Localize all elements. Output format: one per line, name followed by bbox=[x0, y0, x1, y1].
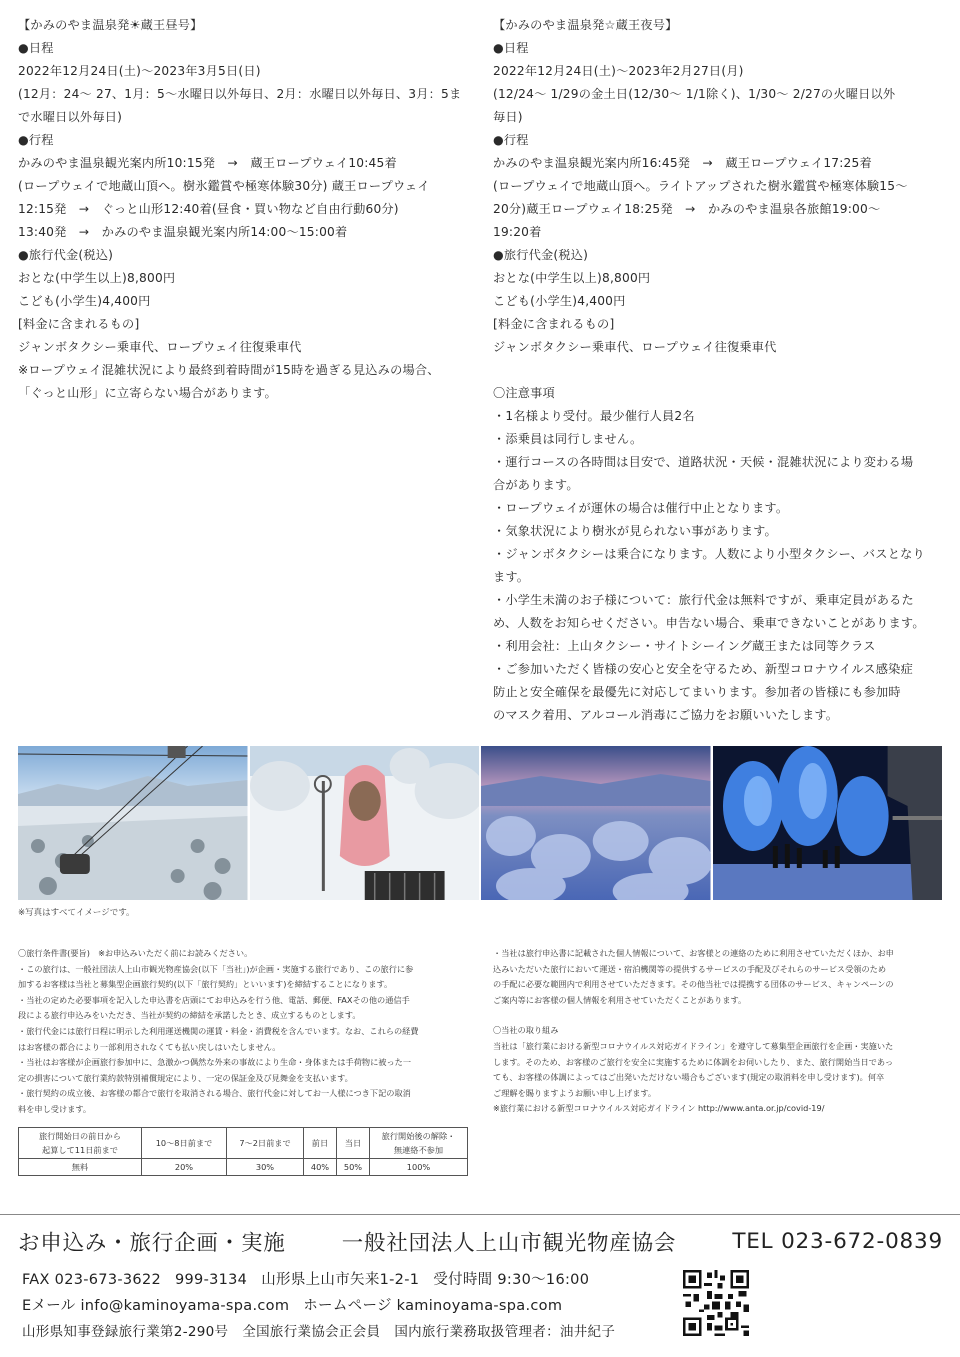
privacy-line: ご案内等にお客様の個人情報を利用させていただくことがあります。 bbox=[493, 994, 747, 1005]
night-tour-line: (ロープウェイで地蔵山頂へ。ライトアップされた樹氷鑑賞や極寒体験15～ bbox=[493, 179, 908, 193]
footer-header bbox=[18, 1226, 943, 1257]
day-tour-line: おとな(中学生以上)8,800円 bbox=[18, 271, 176, 285]
footer-fax: FAX 023-673-3622 bbox=[22, 1272, 161, 1288]
day-tour-line: ※ロープウェイ混雑状況により最終到着時間が15時を過ぎる見込みの場合、 bbox=[18, 363, 440, 377]
table-row bbox=[19, 1159, 468, 1176]
covid-heading: 〇当社の取り組み bbox=[493, 1025, 559, 1036]
table-header-cell: 10～8日前まで bbox=[142, 1128, 227, 1159]
privacy-line: 込みいただいた旅行において運送・宿泊機関等の提供するサービスの手配及びそれらのサービス受領のため bbox=[493, 963, 887, 974]
terms-line: 料を申し受けます。 bbox=[18, 1103, 92, 1114]
night-tour-line: 20分)蔵王ロープウェイ18:25発 → かみのやま温泉各旅館19:00～ bbox=[493, 202, 881, 216]
day-tour-line: ●行程 bbox=[18, 133, 54, 147]
table-cell: 100% bbox=[370, 1159, 468, 1176]
notes-line: ・添乗員は同行しません。 bbox=[493, 432, 643, 446]
terms-line: ・この旅行は、一般社団法人上山市観光物産協会(以下「当社」)が企画・実施する旅行であり、この旅行に参 bbox=[18, 963, 414, 974]
notes-line: 合があります。 bbox=[493, 478, 579, 492]
cancellation-fee-table bbox=[18, 1127, 468, 1176]
day-tour-line: 2022年12月24日(土)～2023年3月5日(日) bbox=[18, 64, 261, 78]
footer-divider bbox=[0, 1214, 960, 1215]
night-tour-line: 2022年12月24日(土)～2023年2月27日(月) bbox=[493, 64, 744, 78]
day-tour-line: こども(小学生)4,400円 bbox=[18, 294, 151, 308]
footer-tel[interactable]: TEL 023-672-0839 bbox=[732, 1229, 943, 1254]
terms-line: 加するお客様は当社と募集型企画旅行契約(以下「旅行契約」といいます)を締結することになります。 bbox=[18, 979, 393, 990]
footer-email[interactable]: Eメール info@kaminoyama-spa.com bbox=[22, 1298, 290, 1314]
day-tour-line: 13:40発 → かみのやま温泉観光案内所14:00～15:00着 bbox=[18, 225, 348, 239]
notes-line: ・ロープウェイが運休の場合は催行中止となります。 bbox=[493, 501, 789, 515]
covid-line: 当社は「旅行業における新型コロナウイルス対応ガイドライン」を遵守して募集型企画旅行を企画・実施いた bbox=[493, 1040, 894, 1051]
terms-line: 〇旅行条件書(要旨) ※お申込みいただく前にお読みください。 bbox=[18, 948, 253, 958]
table-header-row bbox=[19, 1128, 468, 1159]
travel-terms bbox=[18, 946, 470, 1118]
photo-note: ※写真はすべてイメージです。 bbox=[18, 908, 135, 918]
footer-contact-line bbox=[22, 1268, 603, 1289]
table-cell: 30% bbox=[227, 1159, 304, 1176]
footer-hours: 受付時間 9:30～16:00 bbox=[433, 1272, 590, 1288]
covid-line: ても、お客様の体調によってはご出発いただけない場合もございます(規定の取消料を申し受けます)。何卒 bbox=[493, 1072, 885, 1083]
table-cell: 20% bbox=[142, 1159, 227, 1176]
day-tour-line: [料金に含まれるもの] bbox=[18, 317, 140, 331]
day-tour-line: ●旅行代金(税込) bbox=[18, 248, 114, 262]
notes-line: 防止と安全確保を最優先に対応してまいります。参加者の皆様にも参加時 bbox=[493, 685, 901, 699]
table-header-cell: 旅行開始日の前日から 起算して11日前まで bbox=[19, 1128, 142, 1159]
day-tour-line: ジャンボタクシー乗車代、ロープウェイ往復乗車代 bbox=[18, 340, 302, 354]
terms-line: ・当社の定めた必要事項を記入した申込書を店頭にてお申込みを行う他、電話、郵便、FAXその他の通信手 bbox=[18, 994, 410, 1005]
night-tour-line: おとな(中学生以上)8,800円 bbox=[493, 271, 651, 285]
notes-line: ・気象状況により樹氷が見られない事があります。 bbox=[493, 524, 777, 538]
photo-strip bbox=[18, 746, 942, 900]
notes-line: ます。 bbox=[493, 570, 530, 584]
notes-line: ・1名様より受付。最少催行人員2名 bbox=[493, 409, 695, 423]
terms-line: はお客様の都合により一部利用されなくても払い戻しはいたしません。 bbox=[18, 1041, 281, 1052]
night-tour-line: ●日程 bbox=[493, 41, 529, 55]
table-header-cell: 旅行開始後の解除・ 無連絡不参加 bbox=[370, 1128, 468, 1159]
notes-line: 〇注意事項 bbox=[493, 386, 555, 400]
night-tour-section bbox=[493, 14, 945, 727]
covid-line: ご理解を賜りますようお願い申し上げます。 bbox=[493, 1087, 657, 1098]
day-tour-line: で水曜日以外毎日) bbox=[18, 110, 123, 124]
notes-section bbox=[493, 382, 945, 727]
night-tour-line: ジャンボタクシー乗車代、ロープウェイ往復乗車代 bbox=[493, 340, 777, 354]
footer-org: 一般社団法人上山市観光物産協会 bbox=[341, 1231, 677, 1256]
day-tour-line: (12月：24～ 27、1月：5～水曜日以外毎日、2月：水曜日以外毎日、3月：5ま bbox=[18, 87, 462, 101]
table-cell: 無料 bbox=[19, 1159, 142, 1176]
terms-line: ・旅行契約の成立後、お客様の都合で旅行を取消される場合、旅行代金に対してお一人様につき下記の取消 bbox=[18, 1088, 411, 1099]
privacy-line: の手配に必要な範囲内で利用させていただきます。その他当社では提携する団体のサービス、キャンペーンの bbox=[493, 979, 894, 990]
day-tour-line: (ロープウェイで地蔵山頂へ。樹氷鑑賞や極寒体験30分) 蔵王ロープウェイ bbox=[18, 179, 430, 193]
day-tour-line: 12:15発 → ぐっと山形12:40着(昼食・買い物など自由行動60分) bbox=[18, 202, 399, 216]
footer-reg: 山形県知事登録旅行業第2-290号 bbox=[22, 1324, 229, 1340]
terms-line: 定の損害について旅行業約款特別補償規定により、一定の保証金及び見舞金を支払います。 bbox=[18, 1072, 353, 1083]
notes-line: ・小学生未満のお子様について：旅行代金は無料ですが、乗車定員があるた bbox=[493, 593, 914, 607]
night-tour-line: 毎日) bbox=[493, 110, 523, 124]
terms-line: 段による旅行申込みをいただき、当社が契約の締結を承諾したとき、成立するものとします。 bbox=[18, 1010, 361, 1021]
night-tour-line: かみのやま温泉観光案内所16:45発 → 蔵王ロープウェイ17:25着 bbox=[493, 156, 872, 170]
photo-night-lightup bbox=[713, 746, 943, 900]
notes-line: のマスク着用、アルコール消毒にご協力をお願いいたします。 bbox=[493, 708, 839, 722]
night-tour-line: [料金に含まれるもの] bbox=[493, 317, 615, 331]
covid-guideline-link[interactable]: ※旅行業における新型コロナウイルス対応ガイドライン http://www.anta.or.jp/covid-19/ bbox=[493, 1103, 825, 1114]
table-header-cell: 当日 bbox=[337, 1128, 370, 1159]
day-tour-line: ●日程 bbox=[18, 41, 54, 55]
table-header-cell: 7～2日前まで bbox=[227, 1128, 304, 1159]
terms-line: ・当社はお客様が企画旅行参加中に、急激かつ偶然な外来の事故により生命・身体または手荷物に被った一 bbox=[18, 1057, 412, 1068]
photo-dusk-forest bbox=[481, 746, 711, 900]
night-tour-line: ●旅行代金(税込) bbox=[493, 248, 589, 262]
table-header-cell: 前日 bbox=[304, 1128, 337, 1159]
photo-ropeway bbox=[18, 746, 248, 900]
footer-address: 山形県上山市矢来1-2-1 bbox=[261, 1272, 420, 1288]
footer-registration-line bbox=[22, 1320, 629, 1340]
notes-line: ・ジャンボタクシーは乗合になります。人数により小型タクシー、バスとなり bbox=[493, 547, 925, 561]
privacy-line: ・当社は旅行申込書に記載された個人情報について、お客様との連絡のために利用させていただくほか、お申 bbox=[493, 948, 894, 958]
night-tour-line: (12/24～ 1/29の金土日(12/30～ 1/1除く)、1/30～ 2/27の火曜日以外 bbox=[493, 87, 896, 101]
table-cell: 40% bbox=[304, 1159, 337, 1176]
day-tour-section bbox=[18, 14, 473, 405]
night-tour-line: 19:20着 bbox=[493, 225, 542, 239]
night-tour-line: ●行程 bbox=[493, 133, 529, 147]
footer-role: お申込み・旅行企画・実施 bbox=[18, 1231, 286, 1256]
footer-homepage[interactable]: ホームページ kaminoyama-spa.com bbox=[303, 1298, 563, 1314]
night-tour-title: 【かみのやま温泉発☆蔵王夜号】 bbox=[493, 18, 678, 32]
night-tour-line: こども(小学生)4,400円 bbox=[493, 294, 626, 308]
privacy-section bbox=[493, 946, 943, 1117]
covid-line: します。そのため、お客様のご旅行を安全に実施するために体調をお伺いしたり、また、旅行開始当日であっ bbox=[493, 1056, 894, 1067]
footer-online-line bbox=[22, 1294, 576, 1315]
notes-line: め、人数をお知らせください。申告ない場合、乗車できないことがあります。 bbox=[493, 616, 925, 630]
day-tour-title: 【かみのやま温泉発☀蔵王昼号】 bbox=[18, 18, 203, 32]
photo-jizo-statue bbox=[250, 746, 480, 900]
footer-zip: 999-3134 bbox=[175, 1272, 248, 1288]
footer-manager: 国内旅行業務取扱管理者：油井紀子 bbox=[394, 1324, 616, 1340]
footer-assoc: 全国旅行業協会正会員 bbox=[242, 1324, 381, 1340]
notes-line: ・ご参加いただく皆様の安心と安全を守るため、新型コロナウイルス感染症 bbox=[493, 662, 913, 676]
notes-line: ・運行コースの各時間は目安で、道路状況・天候・混雑状況により変わる場 bbox=[493, 455, 914, 469]
table-cell: 50% bbox=[337, 1159, 370, 1176]
day-tour-line: かみのやま温泉観光案内所10:15発 → 蔵王ロープウェイ10:45着 bbox=[18, 156, 397, 170]
terms-line: ・旅行代金には旅行日程に明示した利用運送機関の運賃・料金・消費税を含んでいます。なお、これらの経費 bbox=[18, 1025, 419, 1036]
notes-line: ・利用会社：上山タクシー・サイトシーイング蔵王または同等クラス bbox=[493, 639, 876, 653]
qr-code-icon[interactable] bbox=[683, 1270, 749, 1336]
day-tour-line: 「ぐっと山形」に立寄らない場合があります。 bbox=[18, 386, 277, 400]
